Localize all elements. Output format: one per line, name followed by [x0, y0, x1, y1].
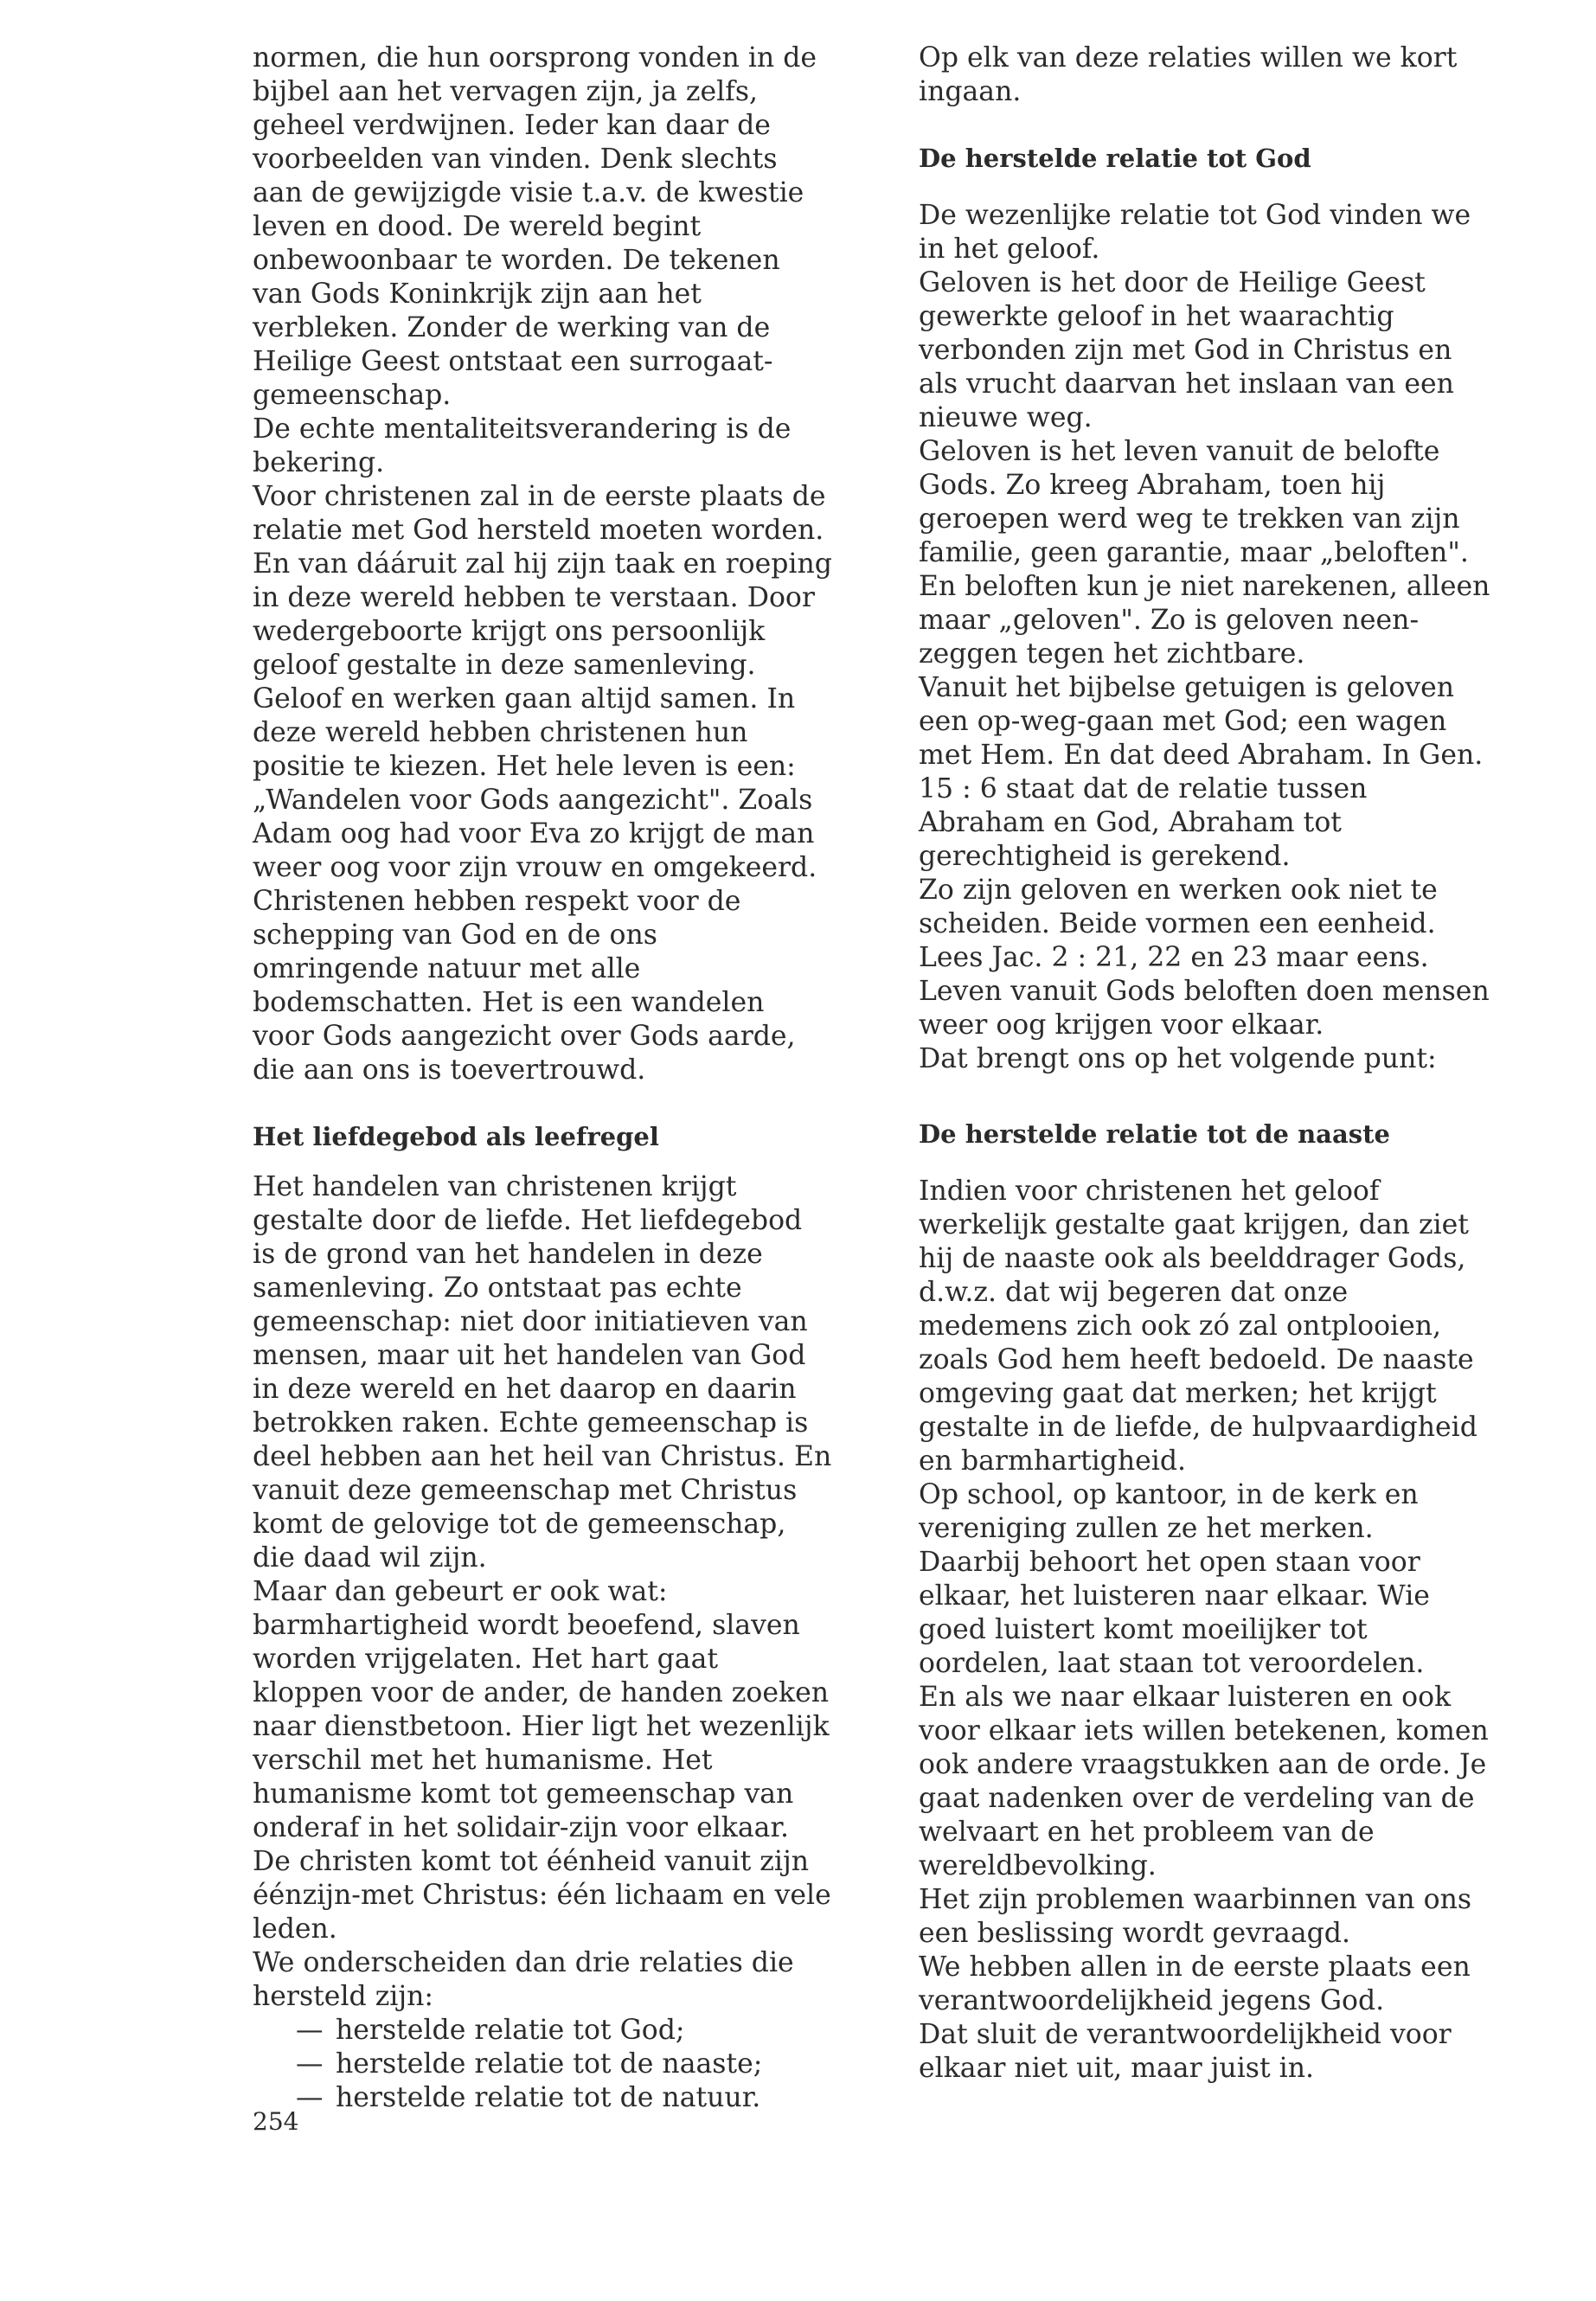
- body-paragraph: Geloven is het leven vanuit de belofte Gods. Zo kreeg Abraham, toen hij geroepen werd weg te trekken van zijn familie, geen garantie, maar „beloften". En beloften kun je niet narekenen, alleen maar „geloven". Zo is geloven neen-zeggen tegen het zichtbare.: [919, 436, 1490, 670]
- body-paragraph: Dat sluit de verantwoordelijkheid voor elkaar niet uit, maar juist in.: [919, 2019, 1452, 2084]
- body-paragraph: Op school, op kantoor, in de kerk en vereniging zullen ze het merken.: [919, 1479, 1419, 1544]
- list-dash: —: [296, 2048, 324, 2080]
- body-paragraph: De echte mentaliteitsverandering is de bekering.: [253, 413, 792, 478]
- list-item-text: herstelde relatie tot de natuur.: [336, 2082, 761, 2113]
- relations-list: [253, 2014, 832, 2115]
- body-paragraph: Maar dan gebeurt er ook wat: barmhartigheid wordt beoefend, slaven worden vrijgelaten. Het hart gaat kloppen voor de ander, de handen zoeken naar dienstbetoon. Hier ligt het wezenlijk verschil met het humanisme. Het humanisme komt tot gemeenschap van onderaf in het solidair-zijn voor elkaar. De christen komt tot éénheid vanuit zijn éénzijn-met Christus: één lichaam en vele leden.: [253, 1576, 831, 1945]
- left-column: [253, 42, 832, 2115]
- body-paragraph: Christenen hebben respekt voor de schepping van God en de ons omringende natuur met alle bodemschatten. Het is een wandelen voor Gods aangezicht over Gods aarde, die aan ons is toevertrouwd.: [253, 886, 796, 1086]
- body-paragraph: Leven vanuit Gods beloften doen mensen weer oog krijgen voor elkaar.: [919, 976, 1490, 1041]
- list-item: [296, 2048, 832, 2081]
- body-paragraph: We hebben allen in de eerste plaats een verantwoordelijkheid jegens God.: [919, 1952, 1471, 2016]
- body-paragraph: Dat brengt ons op het volgende punt:: [919, 1043, 1437, 1074]
- right-column: [919, 42, 1498, 2086]
- list-item: [296, 2014, 832, 2048]
- list-item: [296, 2081, 832, 2115]
- intro-paragraph: Op elk van deze relaties willen we kort ingaan.: [919, 42, 1458, 107]
- body-paragraph: Daarbij behoort het open staan voor elkaar, het luisteren naar elkaar. Wie goed luistert komt moeilijker tot oordelen, laat staan tot veroordelen.: [919, 1547, 1430, 1679]
- list-dash: —: [296, 2015, 324, 2046]
- body-paragraph: Geloven is het door de Heilige Geest gewerkte geloof in het waarachtig verbonden zijn met God in Christus en als vrucht daarvan het inslaan van een nieuwe weg.: [919, 267, 1454, 433]
- body-paragraph: Lees Jac. 2 : 21, 22 en 23 maar eens.: [919, 942, 1429, 973]
- body-paragraph: Zo zijn geloven en werken ook niet te scheiden. Beide vormen een eenheid.: [919, 875, 1438, 939]
- page-number: 254: [253, 2107, 299, 2136]
- section-heading-relatie-god: De herstelde relatie tot God: [919, 144, 1311, 173]
- section-heading-liefdegebod: Het liefdegebod als leefregel: [253, 1122, 659, 1151]
- body-paragraph: normen, die hun oorsprong vonden in de bijbel aan het vervagen zijn, ja zelfs, geheel verdwijnen. Ieder kan daar de voorbeelden van vinden. Denk slechts aan de gewijzigde visie t.a.v. de kwestie leven en dood. De wereld begint onbewoonbaar te worden. De tekenen van Gods Koninkrijk zijn aan het verbleken. Zonder de werking van de Heilige Geest ontstaat een surrogaat-gemeenschap.: [253, 42, 817, 411]
- body-paragraph: Het zijn problemen waarbinnen van ons een beslissing wordt gevraagd.: [919, 1884, 1472, 1949]
- body-paragraph: Indien voor christenen het geloof werkelijk gestalte gaat krijgen, dan ziet hij de naaste ook als beelddrager Gods, d.w.z. dat wij begeren dat onze medemens zich ook zó zal ontplooien, zoals God hem heeft bedoeld. De naaste omgeving gaat dat merken; het krijgt gestalte in de liefde, de hulpvaardigheid en barmhartigheid.: [919, 1176, 1477, 1477]
- list-dash: —: [296, 2082, 324, 2113]
- body-paragraph: We onderscheiden dan drie relaties die hersteld zijn:: [253, 1947, 794, 2012]
- body-paragraph: En als we naar elkaar luisteren en ook voor elkaar iets willen betekenen, komen ook andere vraagstukken aan de orde. Je gaat nadenken over de verdeling van de welvaart en het probleem van de wereldbevolking.: [919, 1682, 1489, 1881]
- body-paragraph: Het handelen van christenen krijgt gestalte door de liefde. Het liefdegebod is de grond van het handelen in deze samenleving. Zo ontstaat pas echte gemeenschap: niet door initiatieven van mensen, maar uit het handelen van God in deze wereld en het daarop en daarin betrokken raken. Echte gemeenschap is deel hebben aan het heil van Christus. En vanuit deze gemeenschap met Christus komt de gelovige tot de gemeenschap, die daad wil zijn.: [253, 1171, 832, 1574]
- list-item-text: herstelde relatie tot God;: [336, 2015, 685, 2046]
- list-item-text: herstelde relatie tot de naaste;: [336, 2048, 763, 2080]
- body-paragraph: Vanuit het bijbelse getuigen is geloven een op-weg-gaan met God; een wagen met Hem. En dat deed Abraham. In Gen. 15 : 6 staat dat de relatie tussen Abraham en God, Abraham tot gerechtigheid is gerekend.: [919, 672, 1484, 872]
- body-paragraph: Voor christenen zal in de eerste plaats de relatie met God hersteld moeten worden. En van dááruit zal hij zijn taak en roeping in deze wereld hebben te verstaan. Door wedergeboorte krijgt ons persoonlijk geloof gestalte in deze samenleving. Geloof en werken gaan altijd samen. In deze wereld hebben christenen hun positie te kiezen. Het hele leven is een: „Wandelen voor Gods aangezicht". Zoals Adam oog had voor Eva zo krijgt de man weer oog voor zijn vrouw en omgekeerd.: [253, 481, 832, 883]
- body-paragraph: De wezenlijke relatie tot God vinden we in het geloof.: [919, 200, 1471, 265]
- section-heading-relatie-naaste: De herstelde relatie tot de naaste: [919, 1119, 1390, 1149]
